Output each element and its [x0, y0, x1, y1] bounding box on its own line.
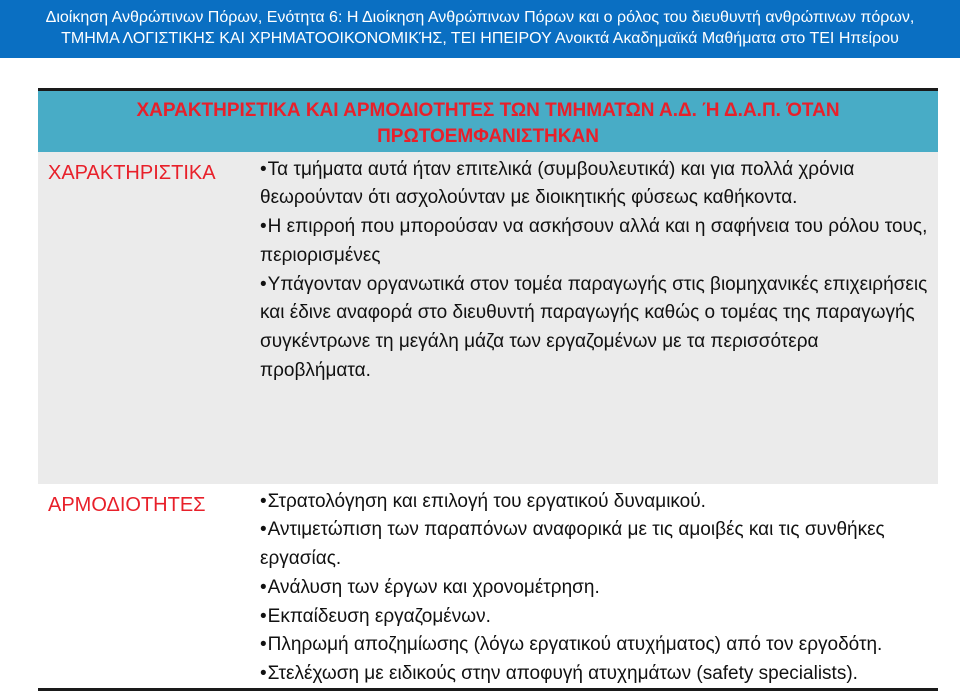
list-item: • Τα τμήματα αυτά ήταν επιτελικά (συμβουλευτικά) και για πολλά χρόνια θεωρούνταν ότι ασχολούνταν με διοικητικής φύσεως καθήκοντα.	[260, 156, 930, 214]
list-item: • Ανάλυση των έργων και χρονομέτρηση.	[260, 574, 930, 603]
header-line-1: Διοίκηση Ανθρώπινων Πόρων, Ενότητα 6: Η Διοίκηση Ανθρώπινων Πόρων και ο ρόλος του διευθυντή ανθρώπινων πόρων,	[0, 7, 960, 28]
table-title-row	[38, 90, 938, 152]
content-table	[38, 88, 938, 695]
list-item: • Πληρωμή αποζημίωσης (λόγω εργατικού ατυχήματος) από τον εργοδότη.	[260, 631, 930, 660]
row-label-characteristics: ΧΑΡΑΚΤΗΡΙΣΤΙΚΑ	[38, 152, 250, 484]
list-item: • Υπάγονταν οργανωτικά στον τομέα παραγωγής στις βιομηχανικές επιχειρήσεις και έδινε αναφορά στο διευθυντή παραγωγής καθώς ο τομέας της παραγωγής συγκέντρωνε τη μεγάλη μάζα των εργαζομένων με τα περισσότερα προβλήματα.	[260, 271, 930, 386]
slide-header	[0, 0, 960, 58]
list-item: • Στελέχωση με ειδικούς στην αποφυγή ατυχημάτων (safety specialists).	[260, 660, 930, 689]
table-row-responsibilities	[38, 484, 938, 695]
list-item: • Εκπαίδευση εργαζομένων.	[260, 603, 930, 632]
list-item: • Στρατολόγηση και επιλογή του εργατικού δυναμικού.	[260, 488, 930, 517]
table-title-line-1: ΧΑΡΑΚΤΗΡΙΣΤΙΚΑ ΚΑΙ ΑΡΜΟΔΙΟΤΗΤΕΣ ΤΩΝ ΤΜΗΜΑΤΩΝ Α.Δ. Ή Δ.Α.Π. ΌΤΑΝ	[48, 98, 928, 124]
list-item: • Η επιρροή που μπορούσαν να ασκήσουν αλλά και η σαφήνεια του ρόλου τους, περιορισμένες	[260, 213, 930, 271]
table-row-characteristics	[38, 152, 938, 484]
header-line-2: ΤΜΗΜΑ ΛΟΓΙΣΤΙΚΗΣ ΚΑΙ ΧΡΗΜΑΤΟΟΙΚΟΝΟΜΙΚΉΣ, ΤΕΙ ΗΠΕΙΡΟΥ Ανοικτά Ακαδημαϊκά Μαθήματα στο ΤΕΙ Ηπείρου	[0, 28, 960, 49]
row-content-characteristics	[250, 152, 938, 484]
table-title	[38, 90, 938, 152]
table-title-line-2: ΠΡΩΤΟΕΜΦΑΝΙΣΤΗΚΑΝ	[48, 124, 928, 150]
list-item: • Αντιμετώπιση των παραπόνων αναφορικά με τις αμοιβές και τις συνθήκες εργασίας.	[260, 516, 930, 574]
row-content-responsibilities	[250, 484, 938, 695]
row-label-responsibilities: ΑΡΜΟΔΙΟΤΗΤΕΣ	[38, 484, 250, 695]
